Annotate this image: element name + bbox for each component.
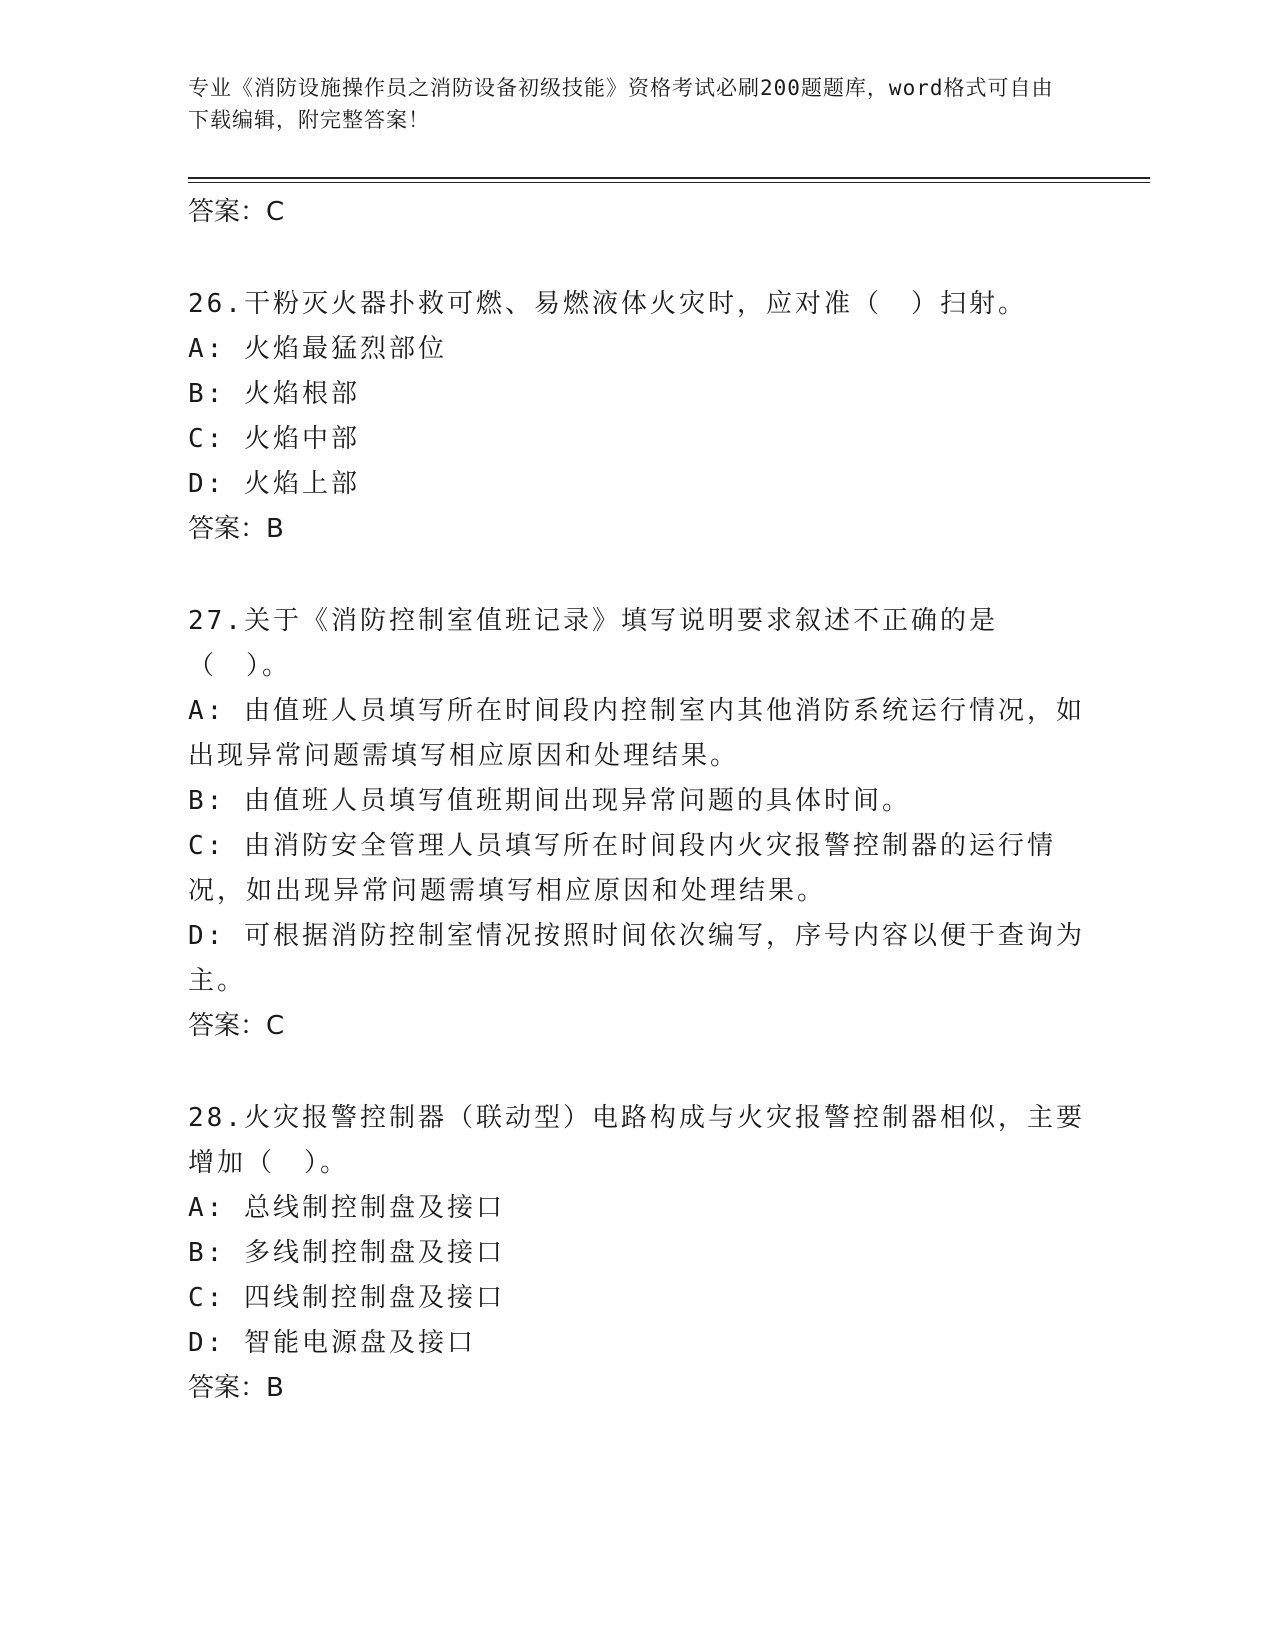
option-c: C: 火焰中部 [188, 424, 360, 454]
answer-line: 答案：C [188, 197, 285, 227]
answer-line: 答案：C [188, 1011, 285, 1041]
document-header: 专业《消防设施操作员之消防设备初级技能》资格考试必刷200题题库，word格式可自由下载编辑，附完整答案！ [188, 76, 1054, 132]
option-d: D: 可根据消防控制室情况按照时间依次编写，序号内容以便于查询为主。 [188, 921, 1085, 996]
option-b: B: 多线制控制盘及接口 [188, 1238, 505, 1268]
option-a: A: 总线制控制盘及接口 [188, 1193, 505, 1223]
question-text: 26.干粉灭火器扑救可燃、易燃液体火灾时，应对准（ ）扫射。 [188, 289, 1027, 319]
option-a: A: 由值班人员填写所在时间段内控制室内其他消防系统运行情况，如出现异常问题需填写相应原因和处理结果。 [188, 696, 1085, 771]
question-block [188, 282, 1088, 551]
option-d: D: 智能电源盘及接口 [188, 1328, 476, 1358]
question-block [188, 599, 1088, 1048]
answer-line: 答案：B [188, 1373, 284, 1403]
option-b: B: 由值班人员填写值班期间出现异常问题的具体时间。 [188, 786, 911, 816]
question-block [188, 1096, 1088, 1410]
header-rule-thick [188, 177, 1150, 179]
question-list [188, 190, 1088, 1410]
option-c: C: 由消防安全管理人员填写所在时间段内火灾报警控制器的运行情况，如出现异常问题需填写相应原因和处理结果。 [188, 831, 1056, 906]
option-d: D: 火焰上部 [188, 469, 360, 499]
answer-line: 答案：B [188, 514, 284, 544]
option-a: A: 火焰最猛烈部位 [188, 334, 447, 364]
question-text: 28.火灾报警控制器（联动型）电路构成与火灾报警控制器相似，主要增加（ ）。 [188, 1103, 1085, 1178]
question-text: 27.关于《消防控制室值班记录》填写说明要求叙述不正确的是（ ）。 [188, 606, 998, 681]
header-rule-thin [188, 182, 1150, 183]
option-b: B: 火焰根部 [188, 379, 360, 409]
option-c: C: 四线制控制盘及接口 [188, 1283, 505, 1313]
